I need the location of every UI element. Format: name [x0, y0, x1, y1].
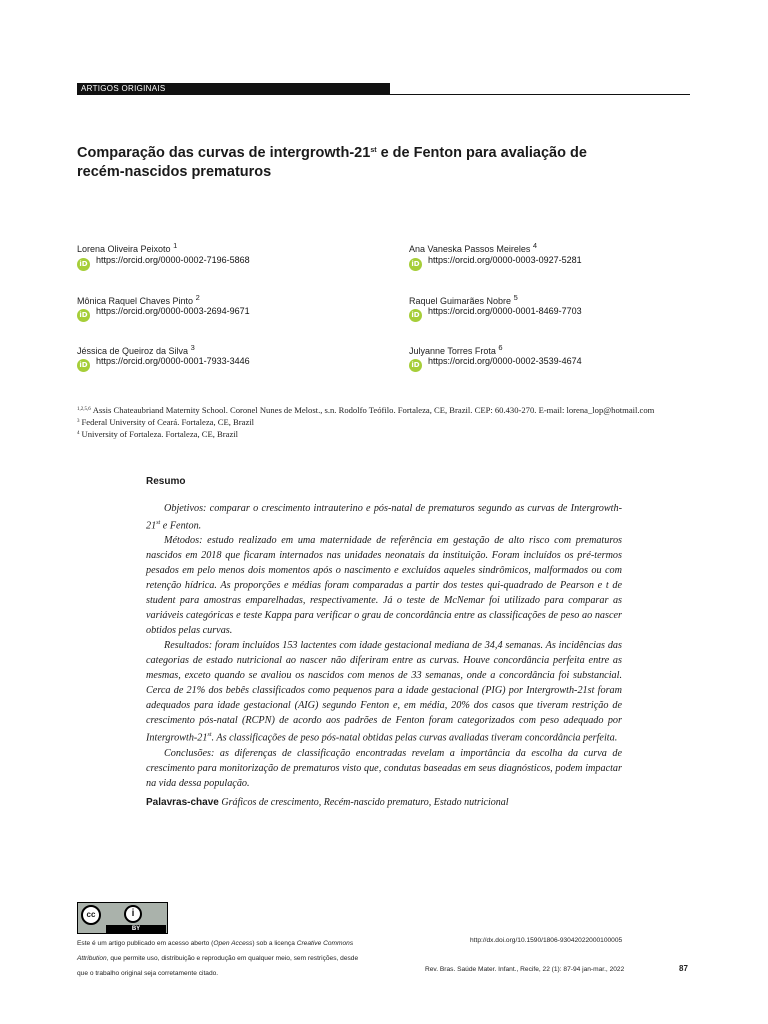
journal-citation: Rev. Bras. Saúde Mater. Infant., Recife, 22 (1): 87-94 jan-mar., 2022 — [425, 966, 625, 973]
license-text: Este é um artigo publicado em acesso aberto (Open Access) sob a licença Creative Commons Attribution, que permite uso, distribuição e reprodução em qualquer meio, sem restrições, desde que o trabalho original seja corretamente citado. — [77, 940, 359, 977]
by-label: BY — [106, 925, 166, 933]
creative-commons-icon: cc — [81, 905, 101, 925]
orcid-link[interactable]: iD https://orcid.org/0000-0002-7196-5868 — [77, 254, 250, 271]
abstract-metodos: Métodos: estudo realizado em uma maternidade de referência em gestação de alto risco com prematuros nascidos em 2018 que ficaram internados nas unidades neonatais da instituição. Foram incluídos os pré-termos pesados em pelo menos dois momentos após o nascimento e excluídos aqueles sindrômicos, malformados ou com retenção hídrica. As proporções e médias foram comparadas a partir dos testes qui-quadrado de Pearson e t de student para amostras emparelhadas, respectivamente. Já o teste de McNemar foi utilizado para comparar as variáveis categóricas e teste Kappa para verificar o grau de concordância entre as classificações de peso ao nascer obtidos pelas curvas. — [146, 535, 622, 637]
author-name: Lorena Oliveira Peixoto $^1$ — [77, 241, 178, 254]
orcid-icon: iD — [77, 258, 90, 271]
keywords-value: Gráficos de crescimento, Recém-nascido prematuro, Estado nutricional — [218, 797, 509, 808]
keywords — [146, 796, 622, 810]
author-name: Julyanne Torres Frota $^6$ — [409, 343, 503, 356]
orcid-link[interactable]: iD https://orcid.org/0000-0001-8469-7703 — [409, 305, 582, 322]
orcid-link[interactable]: iD https://orcid.org/0000-0001-7933-3446 — [77, 355, 250, 372]
keywords-label: Palavras-chave — [146, 797, 219, 808]
orcid-link[interactable]: iD https://orcid.org/0000-0003-0927-5281 — [409, 254, 582, 271]
abstract-resultados: Resultados: foram incluídos 153 lactentes com idade gestacional mediana de 34,4 semanas. As incidências das categorias de estado nutricional ao nascer não diferiram entre as curvas. Houve concordância perfeita entre as mesmas, exceto quando se avaliou os nascidos com menos de 33 semanas, onde a concordância foi substancial. Cerca de 21% dos bebês classificados como pequenos para a idade gestacional (PIG) por Intergrowth-21st foram adequados para idade gestacional (AIG) segundo Fenton e, em média, 20% dos casos que tiveram restrição de crescimento pós-natal (RCPN) de acordo aos padrões de Fenton foram categorizados com peso adequado por Intergrowth-21st. As classificações de peso pós-natal obtidas pelas curvas avaliadas tiveram concordância perfeita. — [146, 640, 622, 744]
author-name: Raquel Guimarães Nobre $^5$ — [409, 293, 518, 306]
doi-link[interactable]: http://dx.doi.org/10.1590/1806-93042022000100005 — [470, 937, 623, 944]
attribution-person-icon: i — [124, 905, 142, 923]
abstract-objetivos: Objetivos: comparar o crescimento intrauterino e pós-natal de prematuros segundo as curvas de Intergrowth-21st e Fenton. — [146, 503, 622, 532]
abstract-heading: Resumo — [146, 476, 186, 487]
cc-by-license-badge[interactable] — [77, 902, 168, 934]
orcid-icon: iD — [409, 258, 422, 271]
affiliation-item: $^3$ Federal University of Ceará. Fortaleza, CE, Brazil — [77, 417, 255, 427]
orcid-link[interactable]: iD https://orcid.org/0000-0002-3539-4674 — [409, 355, 582, 372]
page-number: 87 — [679, 964, 688, 973]
orcid-icon: iD — [409, 359, 422, 372]
orcid-icon: iD — [77, 359, 90, 372]
affiliation-item: $^{1,2,5,6}$ Assis Chateaubriand Maternity School. Coronel Nunes de Melost., s.n. Rodolfo Teófilo. Fortaleza, CE, Brazil. CEP: 60.430-270. E-mail: lorena_lop@hotmail.com — [77, 405, 655, 415]
author-name: Ana Vaneska Passos Meireles $^4$ — [409, 241, 538, 254]
affiliations — [77, 404, 697, 440]
orcid-icon: iD — [409, 309, 422, 322]
abstract-body — [146, 501, 622, 791]
affiliation-item: $^4$ University of Fortaleza. Fortaleza, CE, Brazil — [77, 429, 239, 439]
title-part-2: e de Fenton para avaliação de recém-nascidos prematuros — [77, 145, 587, 180]
title-part-1: Comparação das curvas de intergrowth-21 — [77, 145, 371, 161]
title-superscript: st — [370, 147, 377, 154]
author-name: Jéssica de Queiroz da Silva $^3$ — [77, 343, 195, 356]
abstract-conclusoes: Conclusões: as diferenças de classificação encontradas revelam a importância da escolha da curva de crescimento para monitorização de prematuros visto que, condutas baseadas em seus diagnósticos, podem impactar na vida dessa população. — [146, 747, 622, 789]
author-name: Mônica Raquel Chaves Pinto $^2$ — [77, 293, 200, 306]
article-title — [77, 141, 637, 182]
orcid-icon: iD — [77, 309, 90, 322]
orcid-link[interactable]: iD https://orcid.org/0000-0003-2694-9671 — [77, 305, 250, 322]
section-label: ARTIGOS ORIGINAIS — [77, 83, 390, 95]
header-rule — [390, 94, 690, 95]
